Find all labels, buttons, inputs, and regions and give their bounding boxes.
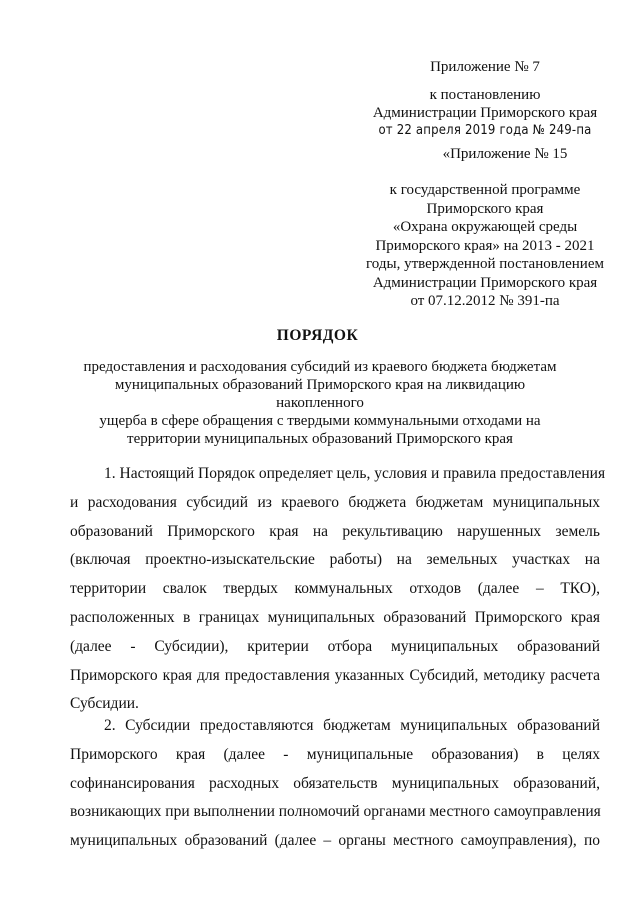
paragraph-line: софинансирования расходных обязательств муниципальных образований, — [70, 774, 600, 792]
paragraph-line: возникающих при выполнении полномочий органами местного самоуправления — [70, 803, 601, 821]
appendix-7-header — [360, 58, 610, 140]
paragraph-line: Приморского края (далее - муниципальные образования) в целях — [70, 745, 600, 763]
appendix-15-line: Администрации Приморского края — [372, 274, 598, 291]
paragraph-line: расположенных в границах муниципальных образований Приморского края — [70, 608, 600, 626]
paragraph-line: территории свалок твердых коммунальных отходов (далее – ТКО), — [70, 580, 600, 598]
subheading-line: территории муниципальных образований Приморского края — [127, 431, 513, 447]
document-subheading — [70, 358, 570, 448]
paragraph-line: Субсидии. — [70, 695, 139, 713]
paragraph-line: и расходования субсидий из краевого бюджета бюджетам муниципальных — [70, 493, 600, 511]
appendix-15-line: годы, утвержденной постановлением — [366, 256, 604, 272]
document-heading: ПОРЯДОК — [276, 327, 359, 344]
appendix-15-header — [350, 181, 620, 311]
subheading-line: муниципальных образований Приморского края на ликвидацию накопленного — [114, 377, 526, 411]
paragraph-line: (включая проектно-изыскательские работы) на земельных участках на — [70, 551, 600, 569]
appendix-7-date-stamp: от 22 апреля 2019 года № 249-па — [378, 123, 592, 138]
subheading-line: предоставления и расходования субсидий из краевого бюджета бюджетам — [83, 359, 557, 375]
appendix-15-line: от 07.12.2012 № 391-па — [410, 293, 560, 309]
paragraph-line: (далее - Субсидии), критерии отбора муниципальных образований — [70, 637, 600, 655]
paragraph-line: 2. Субсидии предоставляются бюджетам муниципальных образований — [104, 717, 600, 734]
paragraph-line: муниципальных образований (далее – органы местного самоуправления), по — [70, 832, 600, 850]
appendix-15-title: «Приложение № 15 — [442, 146, 568, 162]
appendix-15-line: Приморского края — [426, 200, 544, 217]
appendix-15-line: «Охрана окружающей среды — [392, 219, 578, 235]
paragraph-line: 1. Настоящий Порядок определяет цель, условия и правила предоставления — [104, 465, 606, 482]
appendix-15-line: Приморского края» на 2013 - 2021 — [375, 237, 595, 254]
appendix-7-line: Администрации Приморского края — [372, 105, 598, 121]
paragraph-line: Приморского края для предоставления указанных Субсидий, методику расчета — [70, 666, 600, 684]
appendix-7-line: к постановлению — [429, 87, 541, 103]
appendix-15-line: к государственной программе — [389, 182, 581, 198]
paragraph-2 — [70, 712, 600, 856]
paragraph-line: образований Приморского края на рекультивацию нарушенных земель — [70, 522, 600, 540]
paragraph-1 — [70, 460, 606, 719]
appendix-7-title: Приложение № 7 — [430, 59, 540, 75]
subheading-line: ущерба в сфере обращения с твердыми коммунальными отходами на — [99, 413, 541, 429]
